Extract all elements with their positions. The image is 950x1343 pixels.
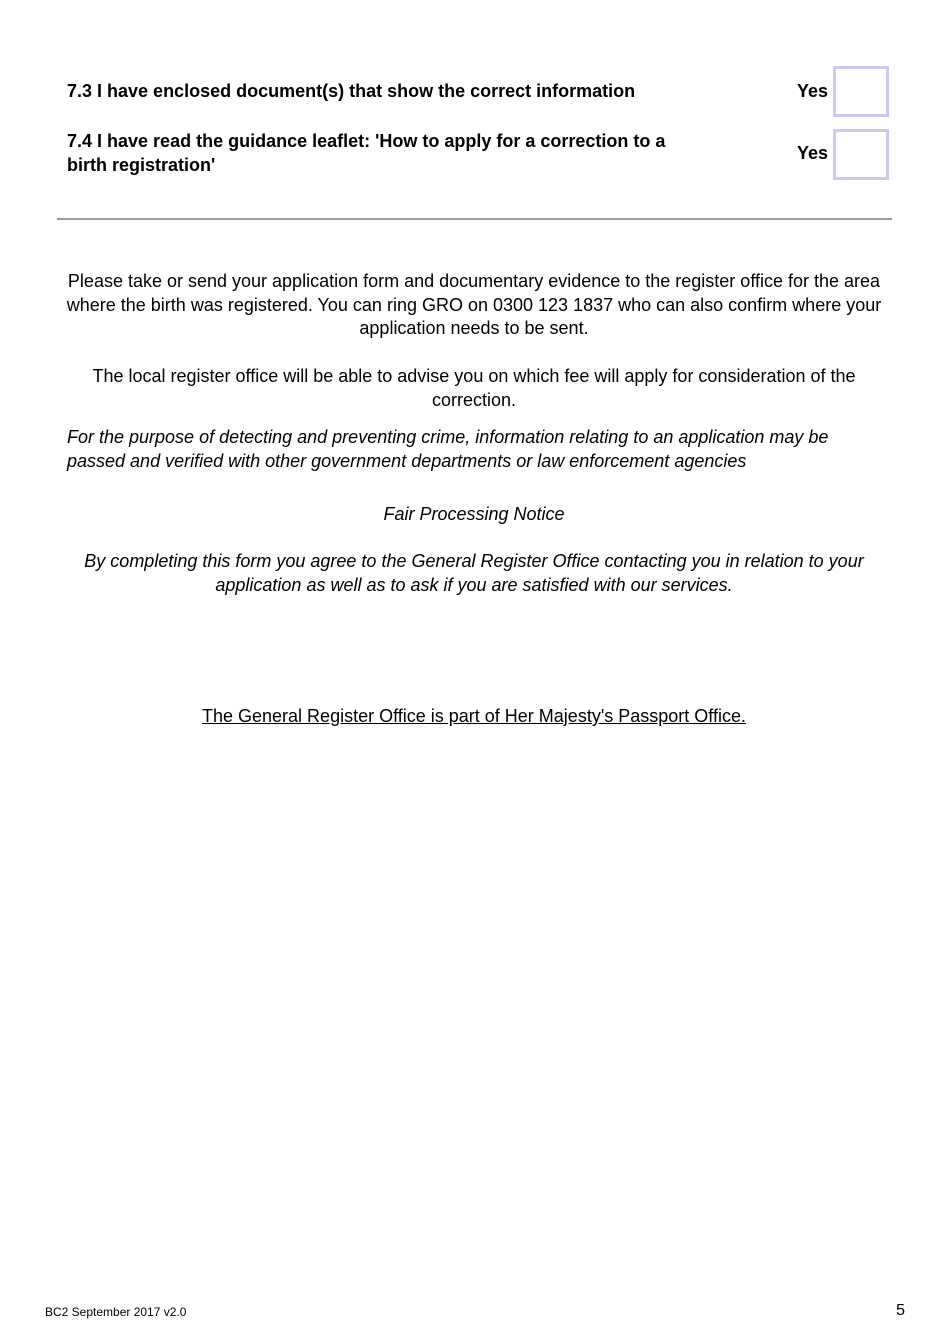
question-7-4-yes-checkbox[interactable] <box>833 129 889 180</box>
fair-processing-paragraph: By completing this form you agree to the General Register Office contacting you in relation to your application as well as to ask if you are satisfied with our services. <box>84 551 864 595</box>
question-7-3-text: 7.3 I have enclosed document(s) that show the correct information <box>67 81 636 101</box>
crime-notice-paragraph: For the purpose of detecting and preventing crime, information relating to an application may be passed and verified with other government departments or law enforcement agencies <box>67 427 829 471</box>
form-reference: BC2 September 2017 v2.0 <box>45 1305 187 1319</box>
gro-note-container <box>60 705 888 729</box>
gro-note-text: The General Register Office is part of Her Majesty's Passport Office. <box>202 706 746 726</box>
question-7-4-yes-label: Yes <box>797 143 829 163</box>
fair-processing-title: Fair Processing Notice <box>383 504 565 524</box>
question-7-3-yes-checkbox[interactable] <box>833 66 889 117</box>
page-number: 5 <box>896 1302 905 1319</box>
send-instructions-paragraph: Please take or send your application form and documentary evidence to the register office for the area where the birth was registered. You can ring GRO on 0300 123 1837 who can also confirm where your application needs to be sent. <box>66 271 882 338</box>
question-7-3-yes-label: Yes <box>797 81 829 101</box>
fee-note-paragraph: The local register office will be able to advise you on which fee will apply for consideration of the correction. <box>92 366 856 410</box>
section-divider <box>57 218 892 220</box>
question-7-4-text: 7.4 I have read the guidance leaflet: 'How to apply for a correction to a birth registration' <box>67 131 666 175</box>
